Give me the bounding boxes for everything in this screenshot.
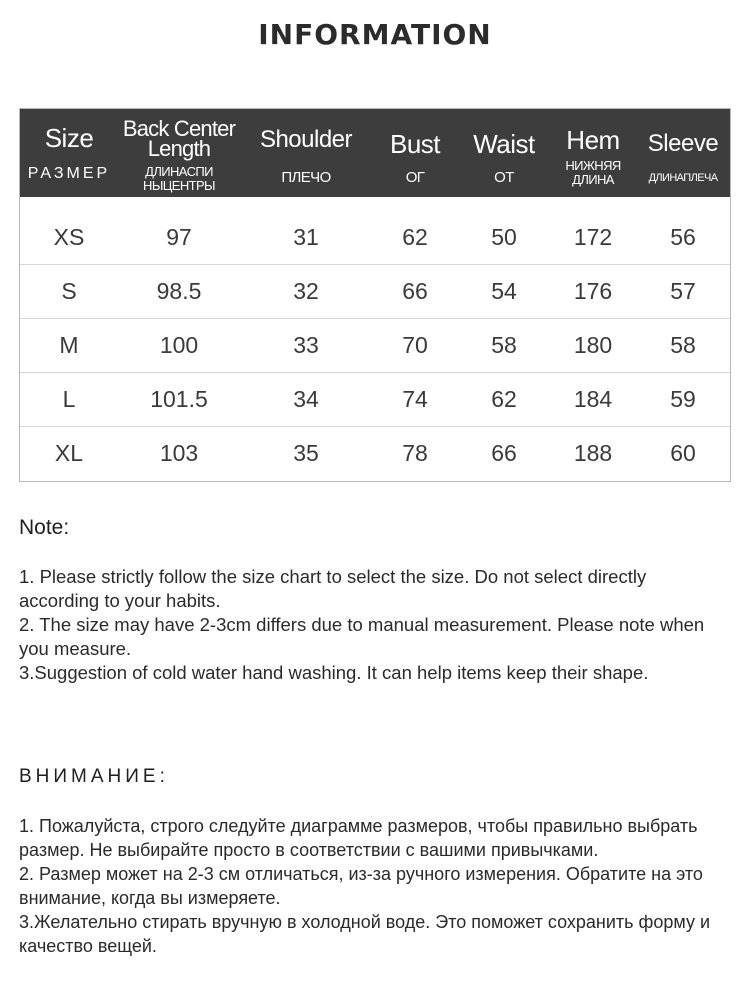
- size-chart-table: [19, 108, 731, 482]
- cell-size: L: [62, 386, 76, 412]
- header-shoulder-label: Shoulder: [259, 126, 353, 153]
- cell-hem: 180: [573, 332, 613, 358]
- header-waist-label: Waist: [473, 129, 535, 159]
- cell-shoulder: 33: [293, 332, 319, 358]
- header-back-center-length-label: Back Center Length: [122, 116, 236, 161]
- cell-hem: 184: [573, 386, 613, 412]
- cell-hem: 188: [573, 440, 613, 466]
- attention-title: ВНИМАНИЕ:: [19, 766, 169, 787]
- header-size: [20, 109, 118, 197]
- table-row: [20, 372, 730, 427]
- cell-shoulder: 32: [293, 278, 319, 304]
- header-bust-sublabel: ОГ: [405, 169, 425, 186]
- cell-size: XL: [54, 440, 84, 466]
- note-item: 1. Please strictly follow the size chart to select the size. Do not select directly according to your habits.: [19, 566, 647, 611]
- cell-shoulder: 35: [293, 440, 319, 466]
- cell-bust: 70: [402, 332, 428, 358]
- header-hem: [550, 109, 636, 197]
- cell-sleeve: 58: [670, 332, 696, 358]
- cell-waist: 58: [491, 332, 517, 358]
- header-hem-label: Hem: [566, 125, 620, 155]
- cell-sleeve: 60: [670, 440, 696, 466]
- cell-bust: 74: [402, 386, 428, 412]
- header-bust-label: Bust: [389, 129, 441, 159]
- attention-item: 3.Желательно стирать вручную в холодной воде. Это поможет сохранить форму и качество вещей.: [19, 912, 711, 956]
- table-row: [20, 318, 730, 373]
- cell-bust: 78: [402, 440, 428, 466]
- cell-waist: 66: [491, 440, 517, 466]
- attention-item: 1. Пожалуйста, строго следуйте диаграмме размеров, чтобы правильно выбрать размер. Не выбирайте просто в соответствии с вашими привычками.: [19, 816, 698, 860]
- cell-size: M: [59, 332, 79, 358]
- header-size-label: Size: [44, 123, 94, 153]
- header-waist-sublabel: ОТ: [494, 169, 514, 186]
- page-title: INFORMATION: [258, 18, 492, 51]
- table-row: [20, 210, 730, 265]
- cell-waist: 54: [491, 278, 517, 304]
- cell-back-center-length: 103: [159, 440, 199, 466]
- cell-sleeve: 59: [670, 386, 696, 412]
- cell-waist: 50: [491, 224, 517, 250]
- header-sleeve: [636, 109, 730, 197]
- table-row: [20, 264, 730, 319]
- header-waist: [458, 109, 550, 197]
- cell-sleeve: 57: [670, 278, 696, 304]
- table-header: [20, 109, 730, 197]
- header-shoulder: [240, 109, 372, 197]
- cell-hem: 172: [573, 224, 613, 250]
- cell-back-center-length: 100: [159, 332, 199, 358]
- attention-item: 2. Размер может на 2-3 см отличаться, из-за ручного измерения. Обратите на это внимание, когда вы измеряете.: [19, 864, 703, 908]
- header-back-center-length: [118, 109, 240, 197]
- cell-size: S: [61, 278, 77, 304]
- cell-shoulder: 34: [293, 386, 319, 412]
- cell-bust: 62: [402, 224, 428, 250]
- cell-shoulder: 31: [293, 224, 319, 250]
- header-size-sublabel: РАЗМЕР: [27, 165, 111, 182]
- cell-size: XS: [53, 224, 85, 250]
- header-sleeve-sublabel: ДЛИНАПЛЕЧА: [648, 172, 718, 184]
- header-bust: [372, 109, 458, 197]
- header-sleeve-label: Sleeve: [647, 130, 719, 157]
- cell-back-center-length: 98.5: [156, 278, 202, 304]
- cell-sleeve: 56: [670, 224, 696, 250]
- attention-list: [19, 814, 719, 958]
- cell-back-center-length: 97: [166, 224, 192, 250]
- cell-waist: 62: [491, 386, 517, 412]
- cell-hem: 176: [573, 278, 613, 304]
- cell-back-center-length: 101.5: [150, 386, 208, 412]
- header-shoulder-sublabel: ПЛЕЧО: [281, 169, 331, 186]
- table-row: [20, 426, 730, 480]
- note-item: 2. The size may have 2-3cm differs due to manual measurement. Please note when you measure.: [19, 614, 705, 659]
- note-list: [19, 565, 719, 685]
- note-title: Note:: [19, 516, 70, 539]
- note-item: 3.Suggestion of cold water hand washing. It can help items keep their shape.: [19, 662, 649, 683]
- header-hem-sublabel: НИЖНЯЯ ДЛИНА: [565, 158, 621, 187]
- header-back-center-length-sublabel: ДЛИНАСПИ НЫЦЕНТРЫ: [143, 164, 215, 193]
- cell-bust: 66: [402, 278, 428, 304]
